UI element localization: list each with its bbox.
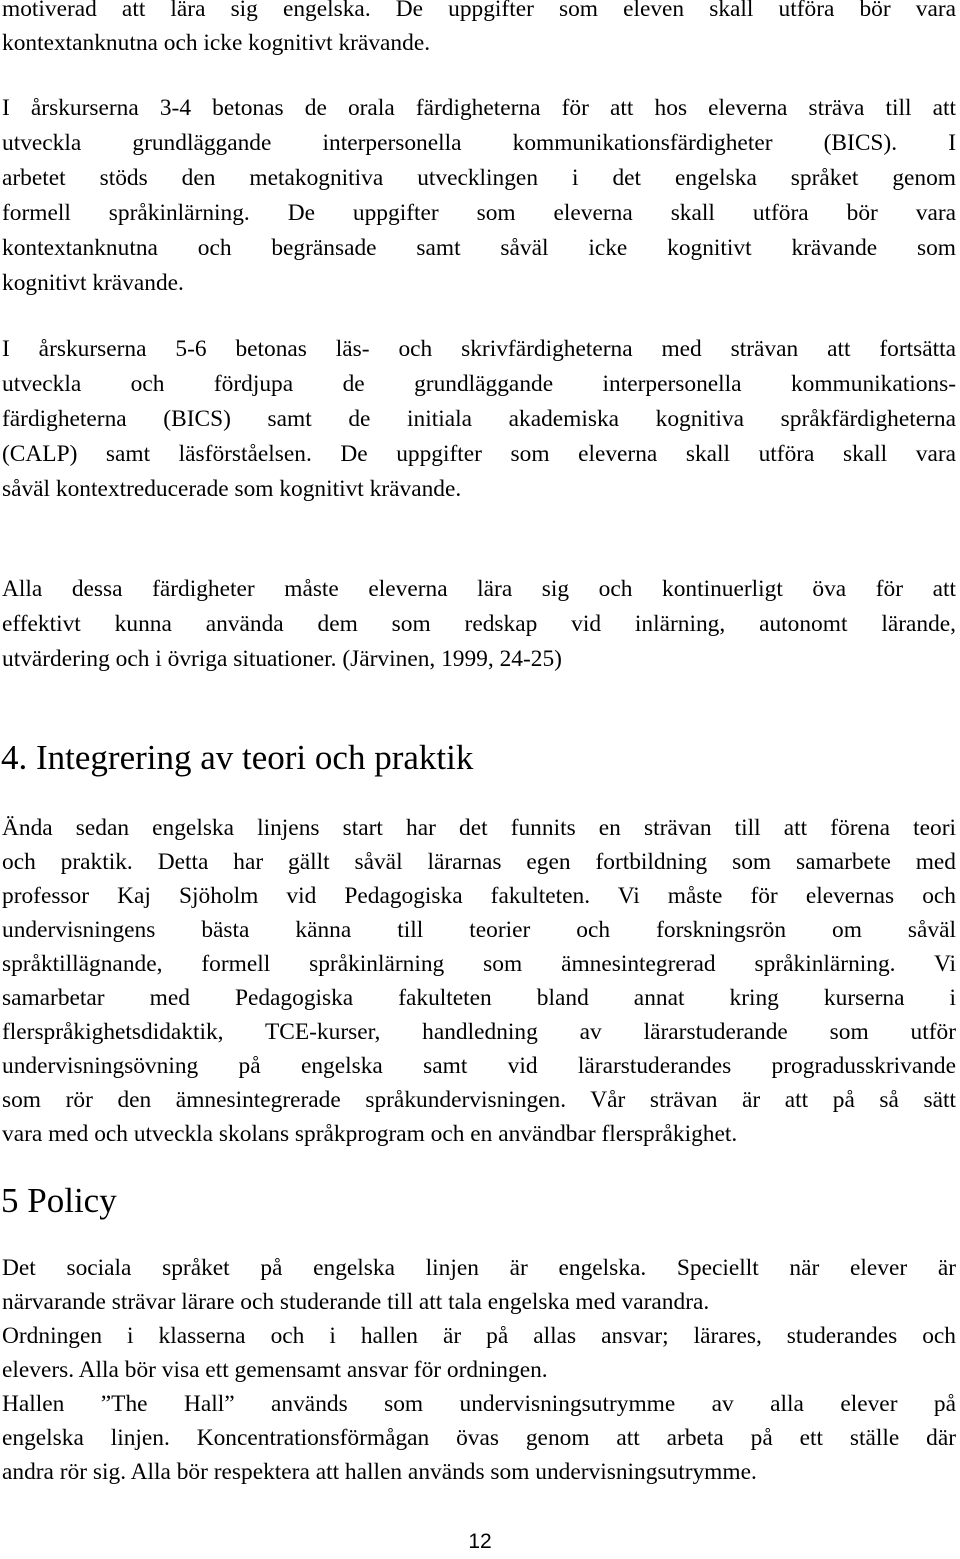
text-line: motiverad att lära sig engelska. De uppgifter som eleven skall utföra bör vara [2, 0, 956, 22]
text-line: Det sociala språket på engelska linjen är engelska. Speciellt när elever är [2, 1255, 956, 1281]
text-line: Ordningen i klasserna och i hallen är på allas ansvar; lärares, studerandes och [2, 1323, 956, 1349]
text-line: I årskurserna 3-4 betonas de orala färdigheterna för att hos eleverna sträva till att [2, 95, 956, 121]
section-heading: 4. Integrering av teori och praktik [1, 738, 474, 777]
text-line: undervisningsövning på engelska samt vid lärarstuderandes progradusskrivande [2, 1053, 956, 1079]
text-line: I årskurserna 5-6 betonas läs- och skrivfärdigheterna med strävan att fortsätta [2, 336, 956, 362]
text-line: Alla dessa färdigheter måste eleverna lära sig och kontinuerligt öva för att [2, 576, 956, 602]
text-line: och praktik. Detta har gällt såväl lärarnas egen fortbildning som samarbete med [2, 849, 956, 875]
text-line: samarbetar med Pedagogiska fakulteten bland annat kring kurserna i [2, 985, 956, 1011]
text-line: undervisningens bästa känna till teorier och forskningsrön om såväl [2, 917, 956, 943]
text-line: professor Kaj Sjöholm vid Pedagogiska fakulteten. Vi måste för elevernas och [2, 883, 956, 909]
text-line: kontextanknutna och icke kognitivt krävande. [2, 30, 431, 56]
text-line: andra rör sig. Alla bör respektera att hallen används som undervisningsutrymme. [2, 1459, 757, 1485]
page-number: 12 [468, 1530, 492, 1553]
text-line: utveckla och fördjupa de grundläggande interpersonella kommunikations- [2, 371, 956, 397]
text-line: kontextanknutna och begränsade samt såväl icke kognitivt krävande som [2, 235, 956, 261]
text-line: färdigheterna (BICS) samt de initiala akademiska kognitiva språkfärdigheterna [2, 406, 956, 432]
text-line: närvarande strävar lärare och studerande till att tala engelska med varandra. [2, 1289, 710, 1315]
text-line: såväl kontextreducerade som kognitivt krävande. [2, 476, 462, 502]
text-line: formell språkinlärning. De uppgifter som eleverna skall utföra bör vara [2, 200, 956, 226]
text-line: utvärdering och i övriga situationer. (Järvinen, 1999, 24-25) [2, 646, 562, 672]
text-line: språktillägnande, formell språkinlärning som ämnesintegrerad språkinlärning. Vi [2, 951, 956, 977]
text-line: utveckla grundläggande interpersonella kommunikationsfärdigheter (BICS). I [2, 130, 956, 156]
text-line: elevers. Alla bör visa ett gemensamt ansvar för ordningen. [2, 1357, 548, 1383]
text-line: vara med och utveckla skolans språkprogram och en användbar flerspråkighet. [2, 1121, 738, 1147]
text-line: kognitivt krävande. [2, 270, 184, 296]
section-heading: 5 Policy [1, 1181, 117, 1220]
text-line: arbetet stöds den metakognitiva utvecklingen i det engelska språket genom [2, 165, 956, 191]
text-line: Hallen ”The Hall” används som undervisningsutrymme av alla elever på [2, 1391, 956, 1417]
text-line: Ända sedan engelska linjens start har det funnits en strävan till att förena teori [2, 815, 956, 841]
text-line: effektivt kunna använda dem som redskap vid inlärning, autonomt lärande, [2, 611, 956, 637]
text-line: som rör den ämnesintegrerade språkundervisningen. Vår strävan är att på så sätt [2, 1087, 956, 1113]
text-line: (CALP) samt läsförståelsen. De uppgifter som eleverna skall utföra skall vara [2, 441, 956, 467]
text-line: engelska linjen. Koncentrationsförmågan övas genom att arbeta på ett ställe där [2, 1425, 956, 1451]
text-line: flerspråkighetsdidaktik, TCE-kurser, handledning av lärarstuderande som utför [2, 1019, 956, 1045]
